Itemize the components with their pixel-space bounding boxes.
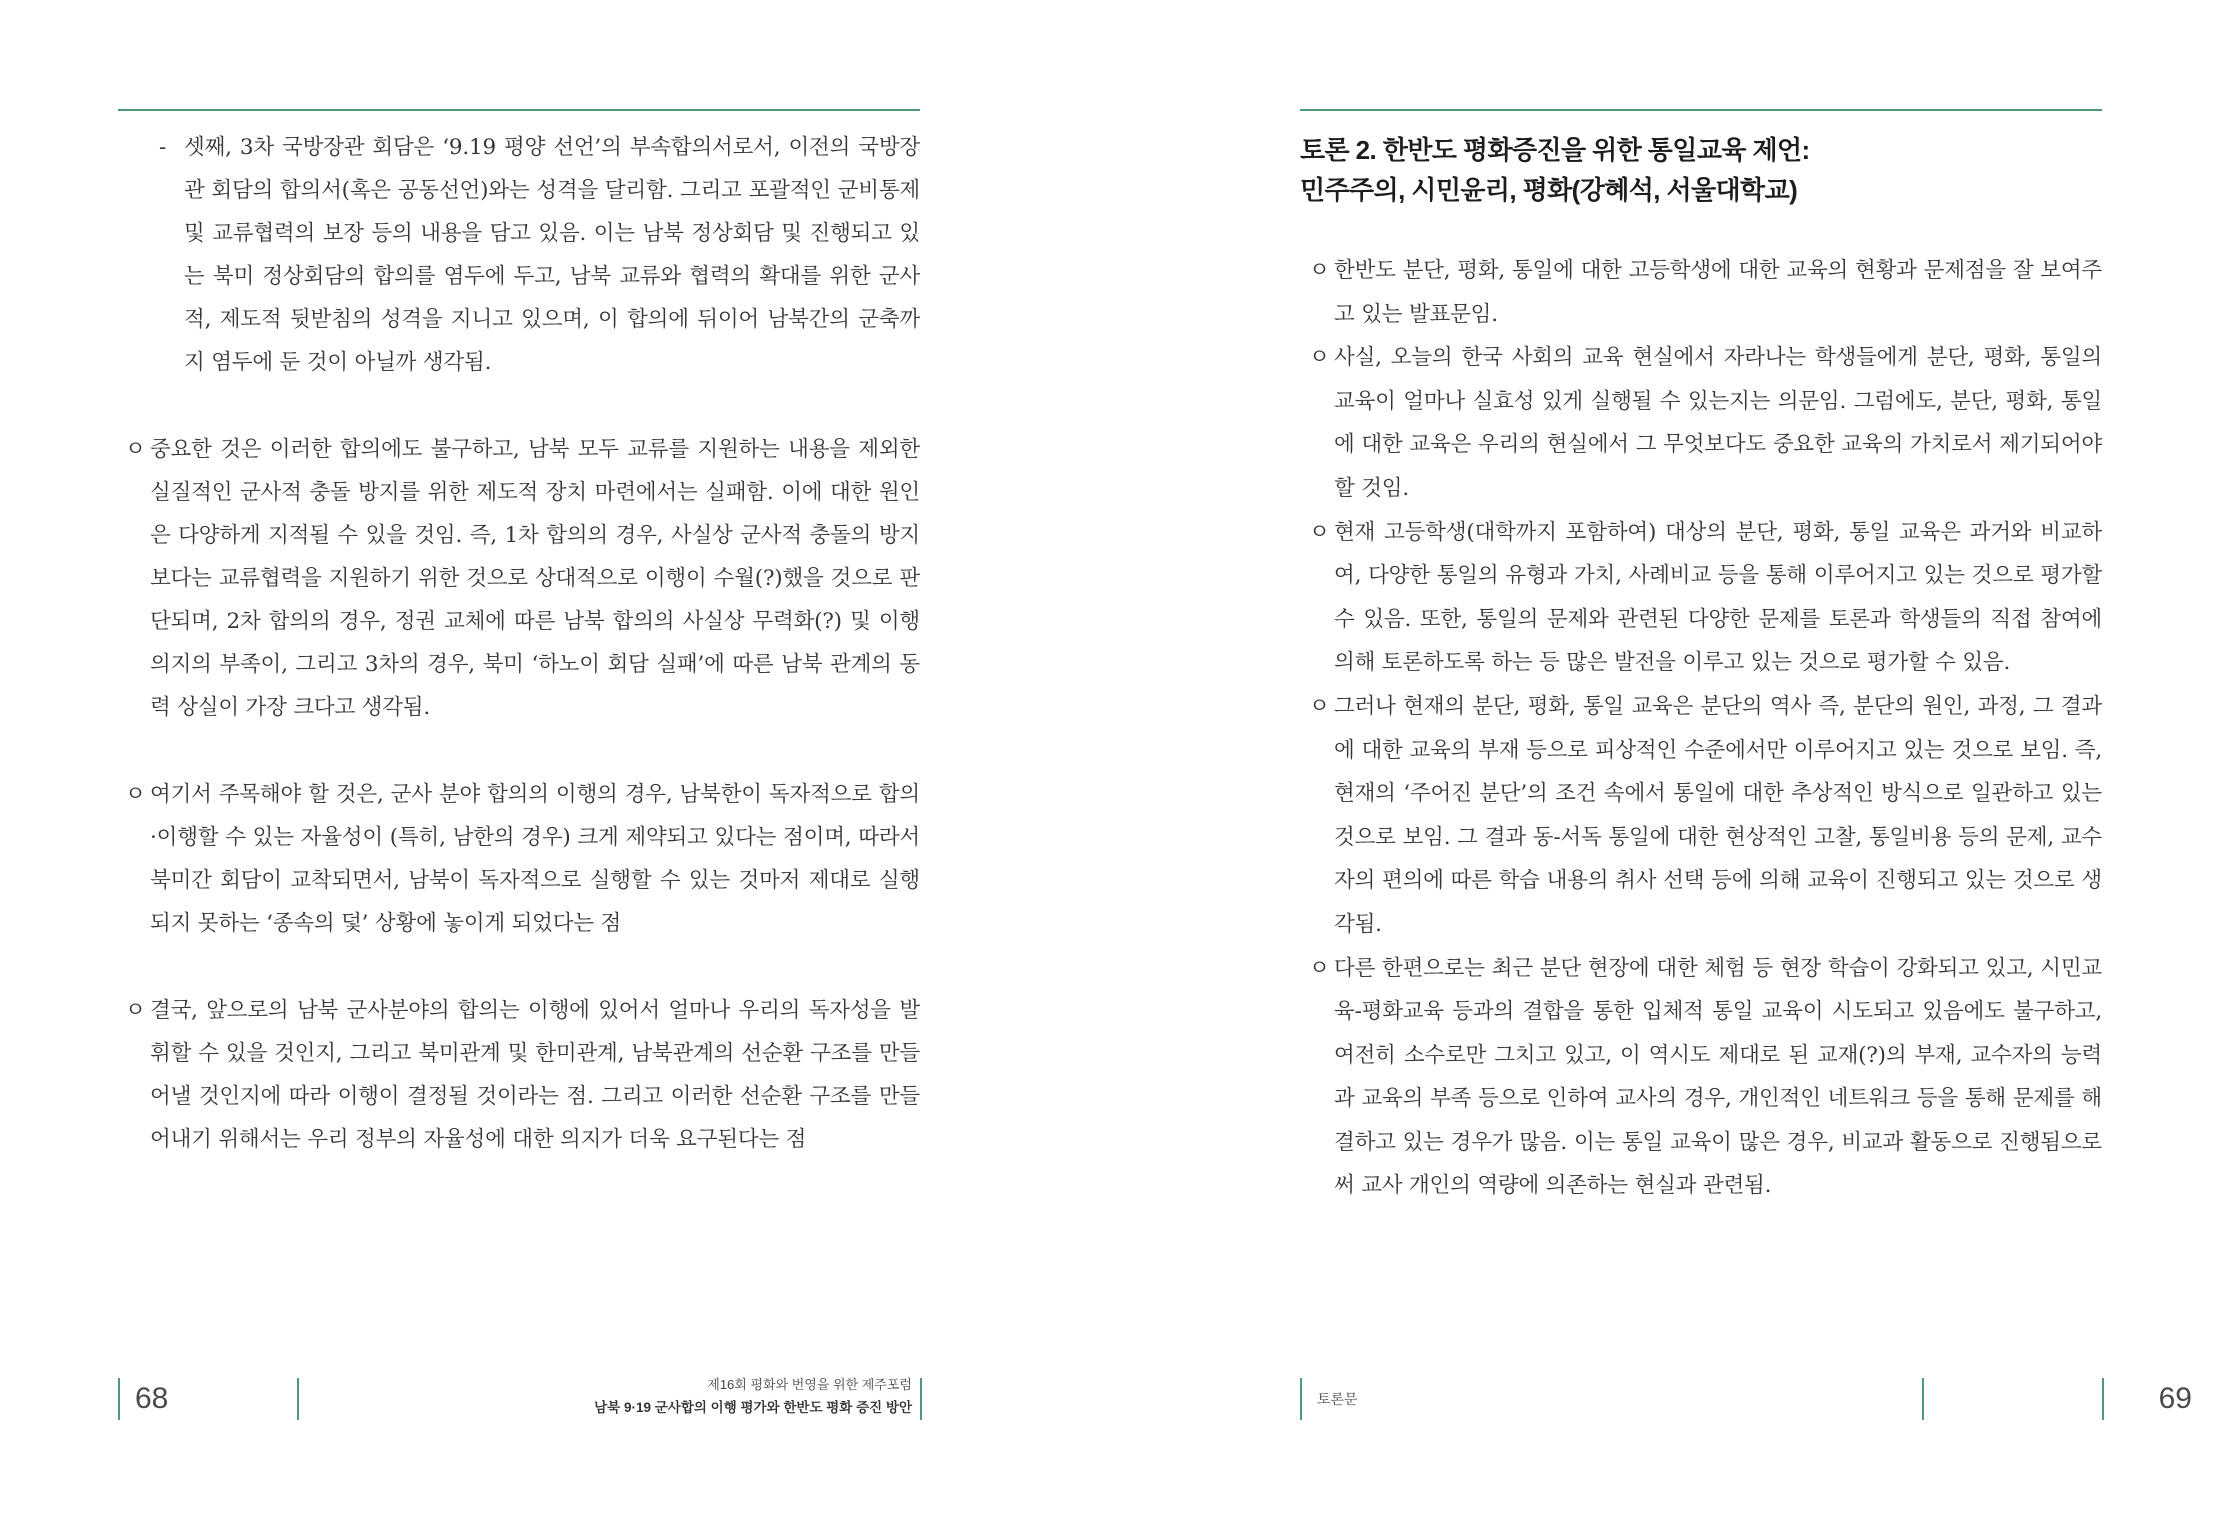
list-item [1309, 947, 2102, 1209]
list-item-text: 한반도 분단, 평화, 통일에 대한 고등학생에 대한 교육의 현황과 문제점을 잘 보여주고 있는 발표문임. [1334, 258, 2102, 327]
list-item [1309, 511, 2102, 685]
bullet-marker: ㅇ [125, 437, 146, 462]
list-item-text: 현재 고등학생(대학까지 포함하여) 대상의 분단, 평화, 통일 교육은 과거와 비교하여, 다양한 통일의 유형과 가치, 사례비교 등을 통해 이루어지고 있는 것으로 평가할 수 있음. 또한, 통일의 문제와 관련된 다양한 문제를 토론과 학생들의 직접 참여에 의해 토론하도록 하는 등 많은 발전을 이루고 있는 것으로 평가할 수 있음. [1334, 519, 2102, 676]
page-number: 69 [2158, 1382, 2192, 1415]
running-footer [594, 1374, 912, 1420]
list-item [1309, 685, 2102, 947]
footer-divider [1922, 1378, 1924, 1420]
section-heading [1300, 130, 2102, 210]
list-item-text: 중요한 것은 이러한 합의에도 불구하고, 남북 모두 교류를 지원하는 내용을 제외한 실질적인 군사적 충돌 방지를 위한 제도적 장치 마련에서는 실패함. 이에 대한 원인은 다양하게 지적될 수 있을 것임. 즉, 1차 합의의 경우, 사실상 군사적 충돌의 방지보다는 교류협력을 지원하기 위한 것으로 상대적으로 이행이 수월(?)했을 것으로 판단되며, 2차 합의의 경우, 정권 교체에 따른 남북 합의의 사실상 무력화(?) 및 이행 의지의 부족이, 그리고 3차의 경우, 북미 ‘하노이 회담 실패’에 따른 남북 관계의 동력 상실이 가장 크다고 생각됨. [150, 437, 920, 720]
forum-name: 제16회 평화와 번영을 위한 제주포럼 [707, 1377, 912, 1392]
top-rule [1300, 109, 2102, 111]
bullet-marker: ㅇ [1309, 258, 1330, 283]
bullet-marker: ㅇ [1309, 693, 1330, 719]
left-page-body [125, 126, 920, 1205]
bullet-marker: ㅇ [125, 998, 146, 1023]
list-item [125, 773, 920, 945]
section-heading-line: 토론 2. 한반도 평화증진을 위한 통일교육 제언: [1300, 135, 1810, 165]
footer-divider [920, 1378, 922, 1420]
bullet-marker: ㅇ [1309, 345, 1330, 371]
dash-marker: - [159, 135, 167, 160]
bullet-marker: ㅇ [125, 782, 146, 807]
section-heading-line: 민주주의, 시민윤리, 평화(강혜석, 서울대학교) [1300, 175, 1798, 205]
list-item-text: 사실, 오늘의 한국 사회의 교육 현실에서 자라나는 학생들에게 분단, 평화, 통일의 교육이 얼마나 실효성 있게 실행될 수 있는지는 의문임. 그럼에도, 분단, 평화, 통일에 대한 교육은 우리의 현실에서 그 무엇보다도 중요한 교육의 가치로서 제기되어야 할 것임. [1334, 345, 2102, 501]
list-item-text: 셋째, 3차 국방장관 회담은 ‘9.19 평양 선언’의 부속합의서로서, 이전의 국방장관 회담의 합의서(혹은 공동선언)와는 성격을 달리함. 그리고 포괄적인 군비통제 및 교류협력의 보장 등의 내용을 담고 있음. 이는 남북 정상회담 및 진행되고 있는 북미 정상회담의 합의를 염두에 두고, 남북 교류와 협력의 확대를 위한 군사적, 제도적 뒷받침의 성격을 지니고 있으며, 이 합의에 뒤이어 남북간의 군축까지 염두에 둔 것이 아닐까 생각됨. [184, 135, 920, 375]
list-item-text: 다른 한편으로는 최근 분단 현장에 대한 체험 등 현장 학습이 강화되고 있고, 시민교육-평화교육 등과의 결합을 통한 입체적 통일 교육이 시도되고 있음에도 불구하고, 여전히 소수로만 그치고 있고, 이 역시도 제대로 된 교재(?)의 부재, 교수자의 능력과 교육의 부족 등으로 인하여 교사의 경우, 개인적인 네트워크 등을 통해 문제를 해결하고 있는 경우가 많음. 이는 통일 교육이 많은 경우, 비교과 활동으로 진행됨으로써 교사 개인의 역량에 의존하는 현실과 관련됨. [1334, 955, 2102, 1199]
top-rule [118, 109, 920, 111]
list-item [125, 989, 920, 1161]
footer-divider [297, 1378, 299, 1420]
bullet-marker: ㅇ [1309, 519, 1330, 545]
list-item-text: 결국, 앞으로의 남북 군사분야의 합의는 이행에 있어서 얼마나 우리의 독자성을 발휘할 수 있을 것인지, 그리고 북미관계 및 한미관계, 남북관계의 선순환 구조를 만들어낼 것인지에 따라 이행이 결정될 것이라는 점. 그리고 이러한 선순환 구조를 만들어내기 위해서는 우리 정부의 자율성에 대한 의지가 더욱 요구된다는 점 [150, 998, 920, 1152]
right-page [1110, 0, 2221, 1518]
footer-divider [118, 1378, 120, 1420]
publication-title: 남북 9·19 군사합의 이행 평가와 한반도 평화 증진 방안 [594, 1400, 912, 1415]
bullet-marker: ㅇ [1309, 955, 1330, 981]
list-item [125, 126, 920, 384]
page-number: 68 [135, 1382, 169, 1415]
footer-divider [2102, 1378, 2104, 1420]
list-item-text: 그러나 현재의 분단, 평화, 통일 교육은 분단의 역사 즉, 분단의 원인, 과정, 그 결과에 대한 교육의 부재 등으로 피상적인 수준에서만 이루어지고 있는 것으로 보임. 즉, 현재의 ‘주어진 분단’의 조건 속에서 통일에 대한 추상적인 방식으로 일관하고 있는 것으로 보임. 그 결과 동-서독 통일에 대한 현상적인 고찰, 통일비용 등의 문제, 교수자의 편의에 따른 학습 내용의 취사 선택 등에 의해 교육이 진행되고 있는 것으로 생각됨. [1334, 693, 2102, 937]
footer-divider [1300, 1378, 1302, 1420]
list-item [1309, 249, 2102, 336]
left-page [0, 0, 1110, 1518]
list-item [125, 428, 920, 729]
section-label: 토론문 [1317, 1391, 1358, 1407]
list-item [1309, 336, 2102, 510]
list-item-text: 여기서 주목해야 할 것은, 군사 분야 합의의 이행의 경우, 남북한이 독자적으로 합의·이행할 수 있는 자율성이 (특히, 남한의 경우) 크게 제약되고 있다는 점이며, 따라서 북미간 회담이 교착되면서, 남북이 독자적으로 실행할 수 있는 것마저 제대로 실행되지 못하는 ‘종속의 덫’ 상황에 놓이게 되었다는 점 [150, 782, 920, 936]
right-page-body [1309, 249, 2102, 1208]
